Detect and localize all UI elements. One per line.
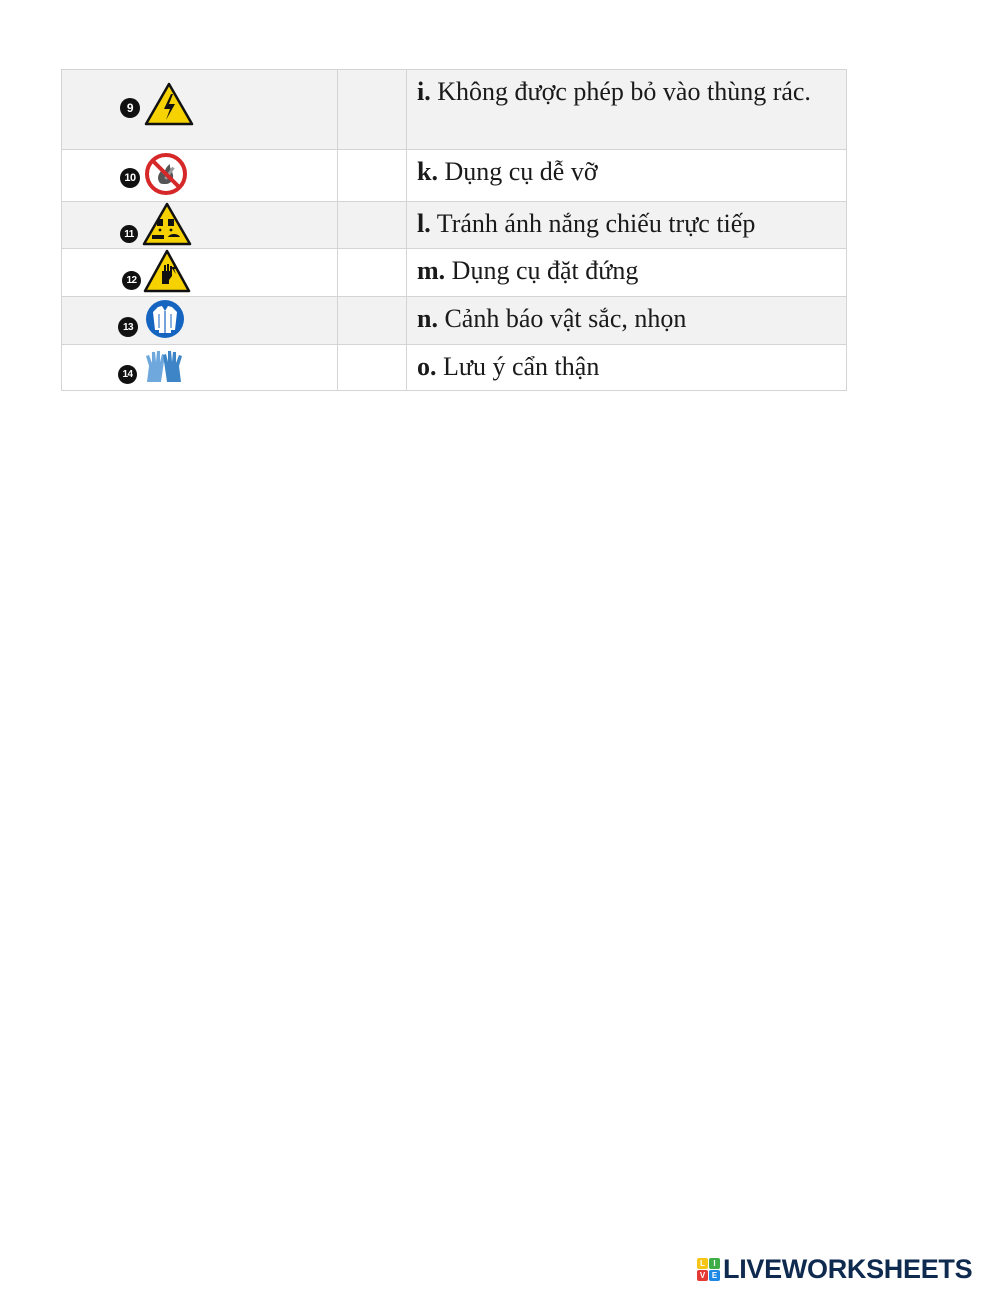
answer-drop-cell[interactable] xyxy=(338,150,407,202)
item-number-badge: 12 xyxy=(122,271,141,290)
description-cell xyxy=(407,297,847,345)
item-number-badge: 14 xyxy=(118,365,137,384)
option-letter: n. xyxy=(417,304,438,333)
answer-drop-cell[interactable] xyxy=(338,297,407,345)
answer-drop-cell[interactable] xyxy=(338,202,407,249)
symbol-cell xyxy=(62,70,338,150)
option-text: Dụng cụ dễ vỡ xyxy=(444,157,598,186)
option-text: Dụng cụ đặt đứng xyxy=(451,256,639,285)
description-cell xyxy=(407,70,847,150)
table-row xyxy=(62,345,847,391)
item-number-badge: 13 xyxy=(118,317,138,337)
option-text: Không được phép bỏ vào thùng rác. xyxy=(437,77,811,106)
option-text: Cảnh báo vật sắc, nhọn xyxy=(444,304,687,333)
lab-coat-required-icon xyxy=(144,298,186,340)
table-row xyxy=(62,202,847,249)
liveworksheets-watermark xyxy=(697,1254,972,1285)
option-text: Lưu ý cẩn thận xyxy=(443,352,600,381)
answer-drop-cell[interactable] xyxy=(338,345,407,391)
item-number-badge: 10 xyxy=(120,168,140,188)
table-row xyxy=(62,249,847,297)
option-letter: l. xyxy=(417,209,431,238)
answer-drop-cell[interactable] xyxy=(338,249,407,297)
description-cell xyxy=(407,249,847,297)
description-cell xyxy=(407,202,847,249)
symbol-cell xyxy=(62,202,338,249)
item-number-badge: 11 xyxy=(120,225,138,243)
hand-injury-warning-icon xyxy=(143,249,191,293)
corrosive-warning-icon xyxy=(142,202,192,246)
item-number-badge: 9 xyxy=(120,98,140,118)
option-letter: k. xyxy=(417,157,438,186)
table-row xyxy=(62,70,847,150)
option-letter: o. xyxy=(417,352,437,381)
description-cell xyxy=(407,345,847,391)
symbol-cell xyxy=(62,150,338,202)
symbol-cell xyxy=(62,297,338,345)
table-row xyxy=(62,150,847,202)
symbol-cell xyxy=(62,345,338,391)
option-letter: i. xyxy=(417,77,431,106)
high-voltage-warning-icon xyxy=(144,82,194,126)
symbol-matching-table xyxy=(61,69,847,391)
description-cell xyxy=(407,150,847,202)
table-row xyxy=(62,297,847,345)
option-text: Tránh ánh nắng chiếu trực tiếp xyxy=(436,209,756,238)
brand-name: LIVEWORKSHEETS xyxy=(723,1254,973,1284)
option-letter: m. xyxy=(417,256,446,285)
protective-gloves-icon xyxy=(143,346,185,386)
answer-drop-cell[interactable] xyxy=(338,70,407,150)
symbol-cell xyxy=(62,249,338,297)
no-open-flame-icon xyxy=(144,152,188,196)
liveworksheets-logo-icon: L I V E xyxy=(697,1258,720,1281)
